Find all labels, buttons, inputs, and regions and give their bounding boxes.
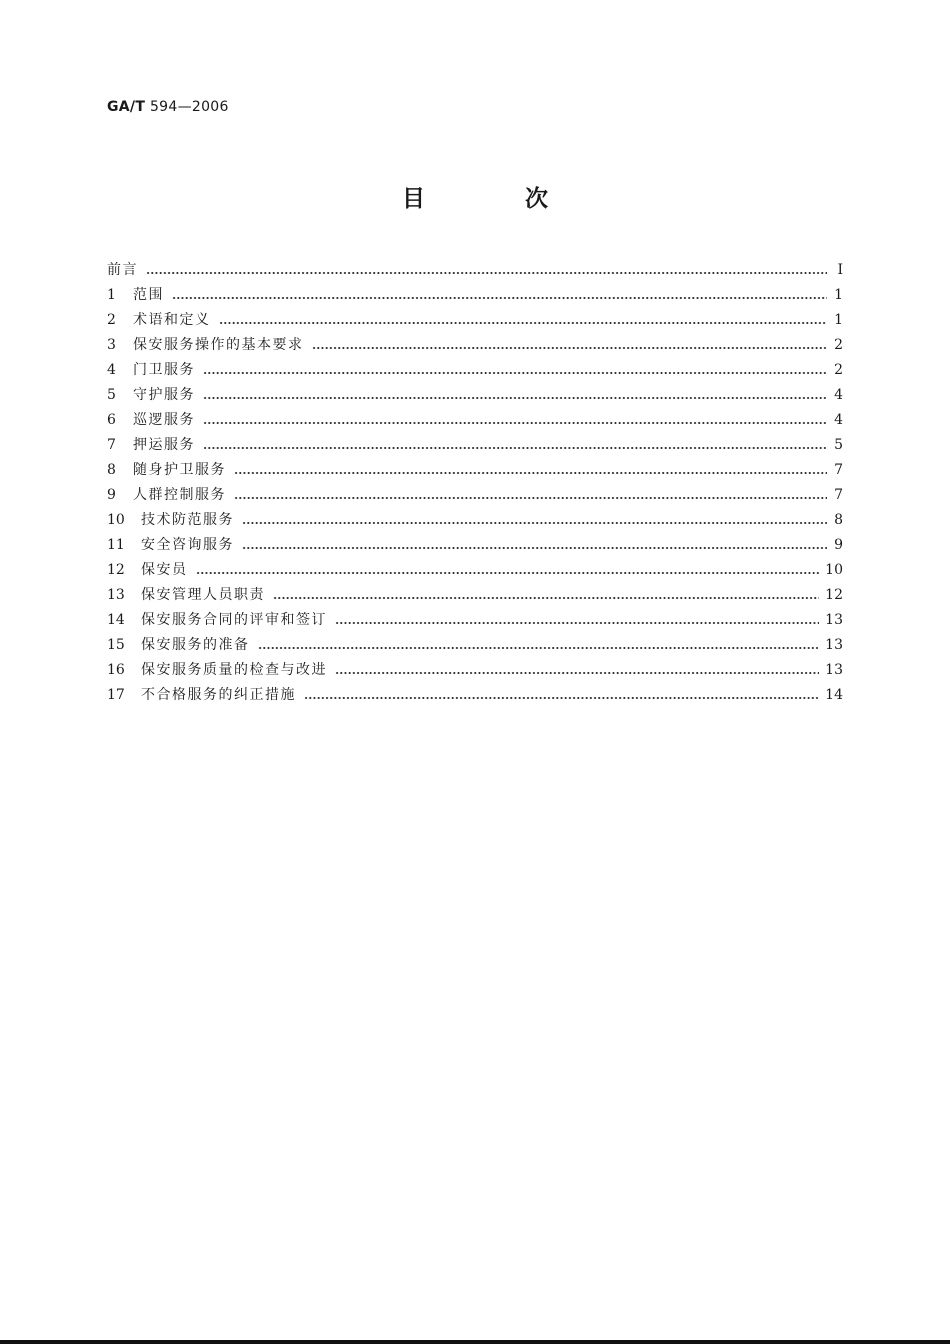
toc-leader-dots	[203, 397, 827, 399]
toc-leader-dots	[312, 347, 828, 349]
toc-entry[interactable]	[107, 658, 843, 683]
toc-entry-page: 9	[834, 537, 843, 553]
toc-leader-dots	[242, 522, 827, 524]
toc-entry[interactable]	[107, 333, 843, 358]
toc-entry[interactable]	[107, 558, 843, 583]
toc-leader-dots	[203, 422, 827, 424]
toc-entry-page: 10	[825, 562, 843, 578]
toc-entry-number: 7	[107, 437, 116, 453]
toc-leader-dots	[234, 497, 827, 499]
toc-leader-dots	[146, 272, 827, 274]
toc-leader-dots	[335, 622, 819, 624]
toc-entry-page: 8	[834, 512, 843, 528]
toc-entry-title: 保安服务操作的基本要求	[133, 337, 304, 353]
toc-entry-number: 13	[107, 587, 125, 603]
toc-entry-number: 8	[107, 462, 116, 478]
toc-entry[interactable]	[107, 308, 843, 333]
toc-entry-number: 9	[107, 487, 116, 503]
toc-entry-title: 押运服务	[133, 437, 195, 453]
toc-entry-number: 4	[107, 362, 116, 378]
toc-leader-dots	[335, 672, 819, 674]
toc-entry-page: 7	[834, 487, 843, 503]
toc-entry[interactable]	[107, 408, 843, 433]
toc-leader-dots	[219, 322, 828, 324]
standard-code-number: 594—2006	[145, 99, 229, 115]
toc-entry-number: 12	[107, 562, 125, 578]
toc-leader-dots	[234, 472, 827, 474]
toc-entry[interactable]	[107, 458, 843, 483]
toc-entry-title: 术语和定义	[133, 312, 211, 328]
toc-entry-page: 1	[834, 312, 843, 328]
toc-entry-title: 随身护卫服务	[133, 462, 226, 478]
toc-entry[interactable]	[107, 483, 843, 508]
toc-entry-page: 13	[825, 662, 843, 678]
toc-entry-title: 前言	[107, 262, 138, 278]
toc-entry-page: 13	[825, 637, 843, 653]
toc-entry-title: 巡逻服务	[133, 412, 195, 428]
table-of-contents	[107, 258, 843, 708]
toc-entry[interactable]	[107, 608, 843, 633]
toc-leader-dots	[203, 372, 827, 374]
toc-entry-number: 10	[107, 512, 125, 528]
toc-entry-title: 守护服务	[133, 387, 195, 403]
toc-entry-number: 14	[107, 612, 125, 628]
toc-entry-page: 2	[834, 337, 843, 353]
toc-entry-number: 15	[107, 637, 125, 653]
toc-leader-dots	[273, 597, 819, 599]
toc-entry-title: 保安服务合同的评审和签订	[141, 612, 327, 628]
toc-entry[interactable]	[107, 583, 843, 608]
toc-entry-title: 不合格服务的纠正措施	[141, 687, 296, 703]
toc-entry-title: 范围	[133, 287, 164, 303]
toc-entry-page: 14	[825, 687, 843, 703]
toc-entry-page: 1	[834, 287, 843, 303]
toc-entry-title: 人群控制服务	[133, 487, 226, 503]
toc-entry[interactable]	[107, 508, 843, 533]
page-title: 目 次	[401, 186, 594, 212]
toc-entry-number: 3	[107, 337, 116, 353]
toc-entry-title: 安全咨询服务	[141, 537, 234, 553]
toc-leader-dots	[258, 647, 820, 649]
toc-entry[interactable]	[107, 433, 843, 458]
toc-entry-number: 5	[107, 387, 116, 403]
toc-entry[interactable]	[107, 683, 843, 708]
toc-entry-page: 2	[834, 362, 843, 378]
toc-entry-page: 4	[834, 412, 843, 428]
toc-leader-dots	[203, 447, 827, 449]
toc-entry-number: 16	[107, 662, 125, 678]
toc-entry-number: 11	[107, 537, 125, 553]
toc-entry-title: 保安管理人员职责	[141, 587, 265, 603]
toc-leader-dots	[172, 297, 827, 299]
toc-entry-page: I	[837, 262, 843, 278]
toc-entry[interactable]	[107, 533, 843, 558]
toc-entry-number: 17	[107, 687, 125, 703]
toc-leader-dots	[242, 547, 827, 549]
toc-leader-dots	[196, 572, 820, 574]
standard-code-prefix: GA/T	[107, 99, 146, 115]
toc-entry-title: 保安服务质量的检查与改进	[141, 662, 327, 678]
toc-entry-page: 12	[825, 587, 843, 603]
toc-entry-title: 技术防范服务	[141, 512, 234, 528]
toc-entry-page: 13	[825, 612, 843, 628]
toc-leader-dots	[304, 697, 819, 699]
bottom-divider	[0, 1340, 950, 1344]
toc-entry[interactable]	[107, 283, 843, 308]
toc-entry-number: 6	[107, 412, 116, 428]
toc-entry-page: 5	[834, 437, 843, 453]
toc-entry-page: 4	[834, 387, 843, 403]
toc-entry[interactable]	[107, 383, 843, 408]
toc-entry[interactable]	[107, 258, 843, 283]
toc-entry-number: 2	[107, 312, 116, 328]
toc-entry-page: 7	[834, 462, 843, 478]
toc-entry[interactable]	[107, 358, 843, 383]
standard-code	[107, 99, 229, 115]
toc-entry[interactable]	[107, 633, 843, 658]
toc-entry-title: 保安服务的准备	[141, 637, 250, 653]
toc-entry-title: 门卫服务	[133, 362, 195, 378]
toc-entry-number: 1	[107, 287, 116, 303]
toc-entry-title: 保安员	[141, 562, 188, 578]
